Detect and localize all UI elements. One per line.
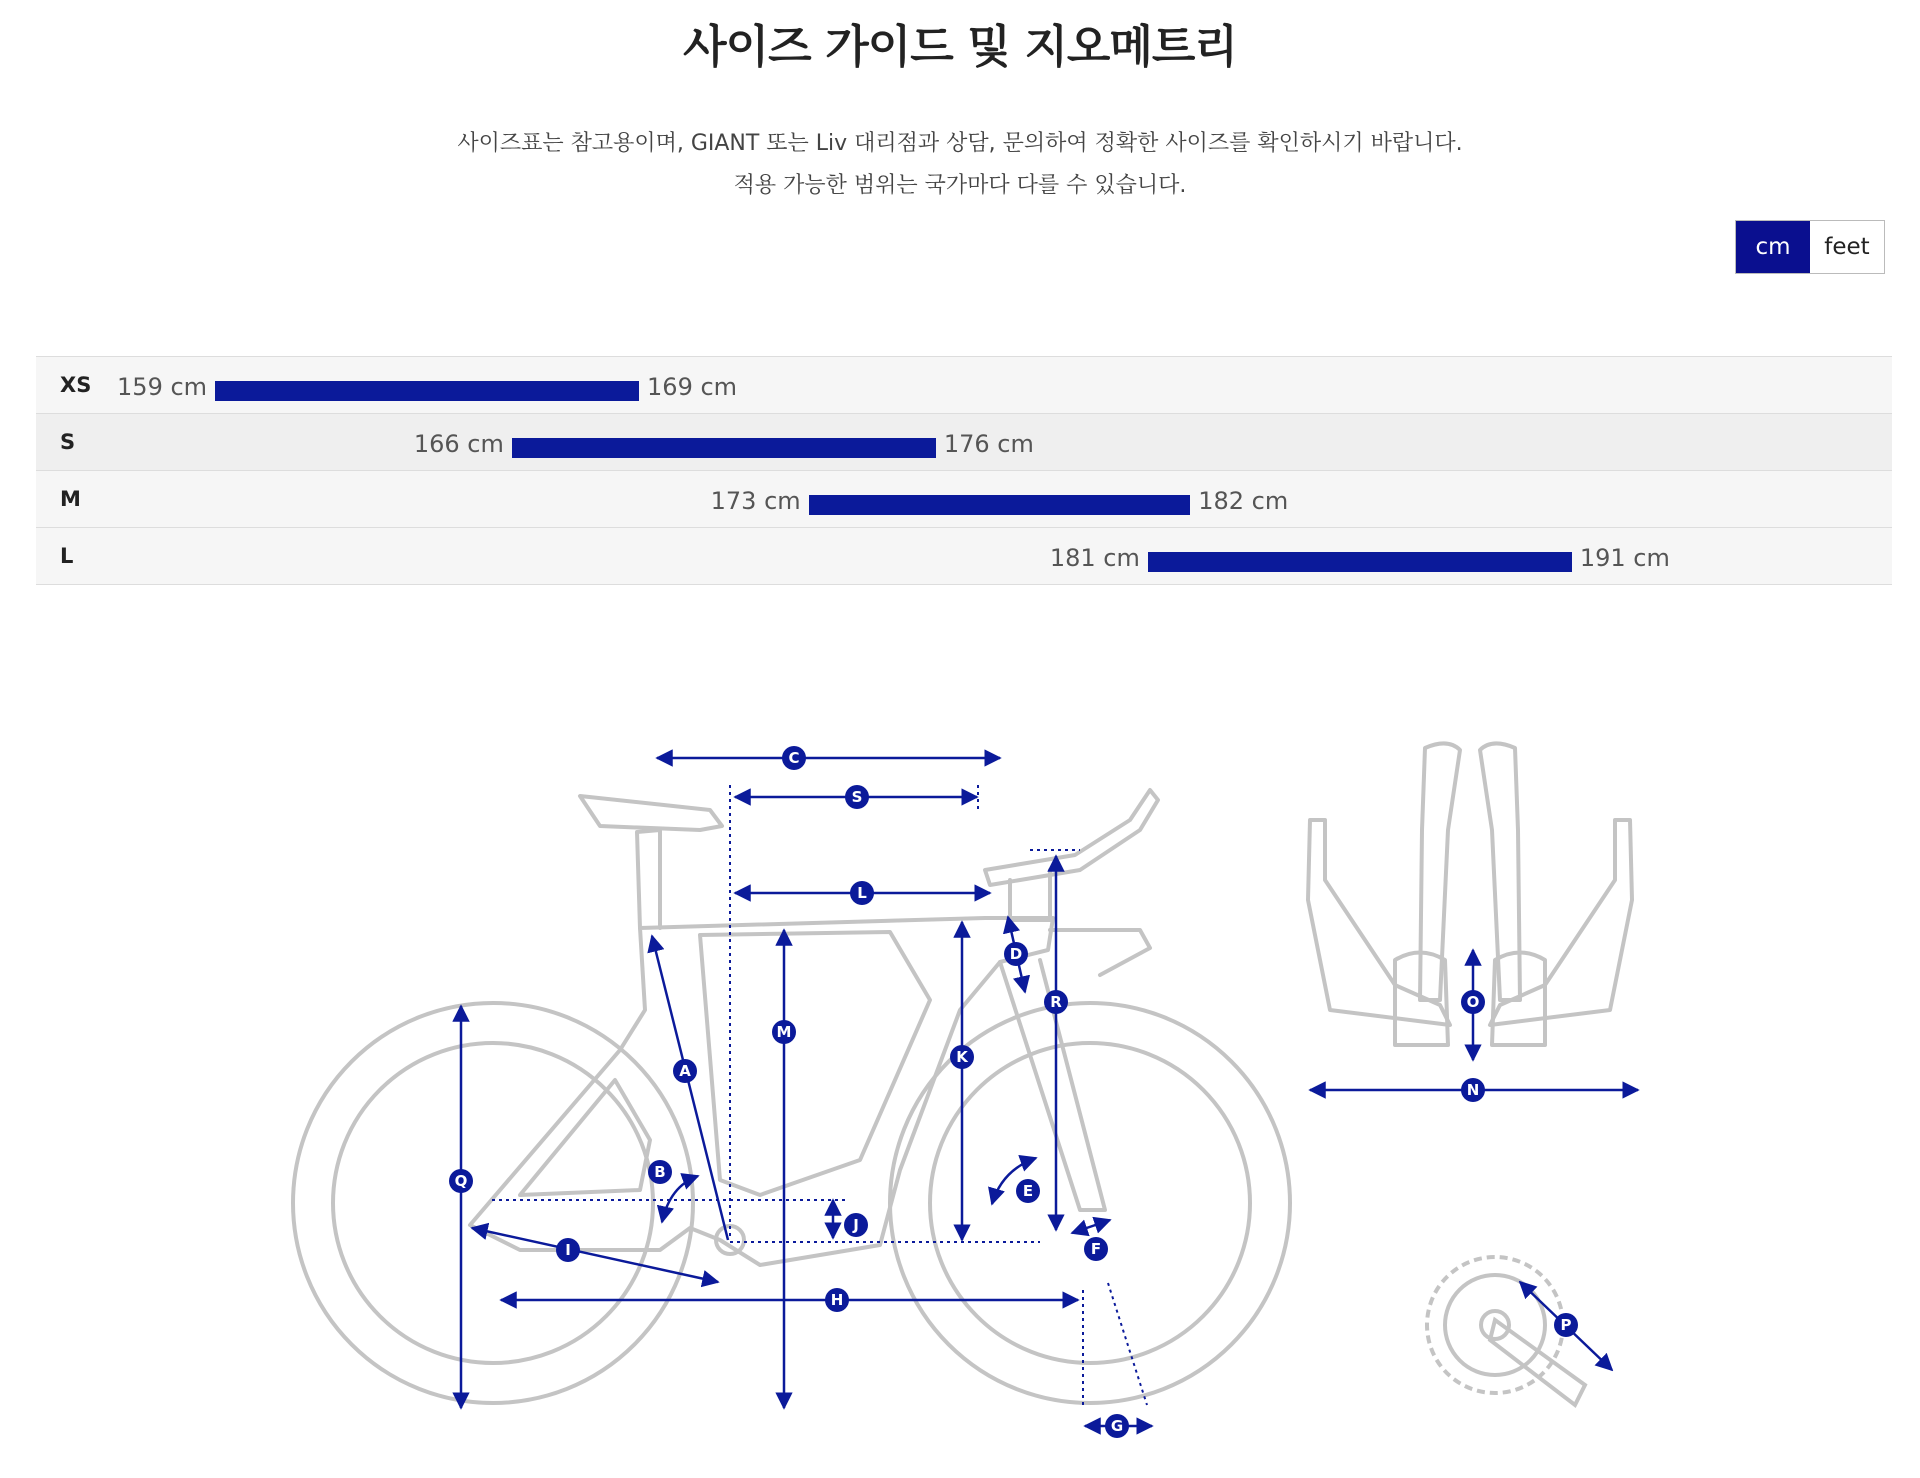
marker-e bbox=[1016, 1179, 1040, 1203]
base-bar bbox=[1050, 930, 1150, 975]
size-row bbox=[36, 413, 1892, 470]
svg-text:Q: Q bbox=[454, 1172, 468, 1190]
left-base-bar bbox=[1308, 820, 1450, 1025]
marker-j bbox=[844, 1213, 868, 1237]
svg-text:H: H bbox=[830, 1291, 844, 1309]
range-bar bbox=[1148, 552, 1572, 572]
marker-i bbox=[556, 1238, 580, 1262]
main-frame bbox=[470, 918, 1053, 1265]
size-range-table bbox=[36, 356, 1892, 585]
range-max: 191 cm bbox=[1579, 544, 1670, 572]
marker-g bbox=[1105, 1414, 1129, 1438]
range-min: 173 cm bbox=[710, 487, 801, 515]
svg-text:C: C bbox=[788, 749, 800, 767]
dim-line-f bbox=[1072, 1220, 1110, 1233]
size-guide-note: 사이즈표는 참고용이며, GIANT 또는 Liv 대리점과 상담, 문의하여 정확한 사이즈를 확인하시기 바랍니다. bbox=[457, 131, 1463, 156]
size-row bbox=[36, 527, 1892, 585]
svg-text:M: M bbox=[776, 1023, 792, 1041]
seatpost bbox=[637, 830, 660, 928]
svg-text:E: E bbox=[1022, 1182, 1034, 1200]
front-wheel-inner bbox=[930, 1043, 1250, 1363]
marker-r bbox=[1044, 990, 1068, 1014]
svg-text:O: O bbox=[1466, 993, 1480, 1011]
svg-text:N: N bbox=[1466, 1081, 1480, 1099]
svg-text:J: J bbox=[853, 1216, 859, 1234]
unit-cm-button[interactable]: cm bbox=[1736, 221, 1810, 273]
svg-text:D: D bbox=[1009, 945, 1023, 963]
svg-text:G: G bbox=[1110, 1417, 1124, 1435]
size-label: XS bbox=[60, 373, 92, 397]
svg-text:R: R bbox=[1050, 993, 1062, 1011]
size-row bbox=[36, 356, 1892, 413]
size-label: M bbox=[60, 487, 81, 511]
marker-s bbox=[845, 785, 869, 809]
range-min: 181 cm bbox=[1049, 544, 1140, 572]
range-bar bbox=[809, 495, 1191, 515]
marker-b bbox=[648, 1160, 672, 1184]
page-title: 사이즈 가이드 및 지오메트리 bbox=[683, 20, 1237, 73]
marker-o bbox=[1461, 990, 1485, 1014]
marker-q bbox=[449, 1169, 473, 1193]
marker-m bbox=[772, 1020, 796, 1044]
marker-n bbox=[1461, 1078, 1485, 1102]
marker-k bbox=[950, 1045, 974, 1069]
size-guide-region-note: 적용 가능한 범위는 국가마다 다를 수 있습니다. bbox=[733, 173, 1187, 198]
unit-feet-button[interactable]: feet bbox=[1810, 221, 1884, 273]
rear-triangle bbox=[520, 1080, 650, 1195]
svg-text:P: P bbox=[1560, 1316, 1572, 1334]
marker-f bbox=[1084, 1237, 1108, 1261]
cockpit-dimensions bbox=[1310, 950, 1638, 1090]
saddle bbox=[580, 796, 722, 830]
svg-text:F: F bbox=[1090, 1240, 1102, 1258]
range-bar bbox=[512, 438, 936, 458]
size-label: S bbox=[60, 430, 76, 454]
svg-text:S: S bbox=[851, 788, 863, 806]
front-wheel-outer bbox=[890, 1003, 1290, 1403]
marker-h bbox=[825, 1288, 849, 1312]
range-min: 159 cm bbox=[117, 373, 208, 401]
svg-text:L: L bbox=[857, 884, 867, 902]
size-row bbox=[36, 470, 1892, 527]
marker-l bbox=[850, 881, 874, 905]
unit-toggle bbox=[1735, 220, 1885, 274]
size-label: L bbox=[60, 544, 74, 568]
svg-text:I: I bbox=[565, 1241, 571, 1259]
ref-line-fork bbox=[1108, 1283, 1147, 1405]
range-max: 169 cm bbox=[647, 373, 738, 401]
range-min: 166 cm bbox=[413, 430, 504, 458]
svg-text:B: B bbox=[654, 1163, 666, 1181]
marker-a bbox=[673, 1059, 697, 1083]
svg-text:K: K bbox=[956, 1048, 968, 1066]
range-bar bbox=[215, 381, 639, 401]
range-max: 182 cm bbox=[1198, 487, 1289, 515]
right-extension bbox=[1480, 743, 1520, 1000]
left-extension bbox=[1420, 743, 1460, 1000]
aero-extension bbox=[985, 790, 1158, 885]
marker-c bbox=[782, 746, 806, 770]
right-base-bar bbox=[1490, 820, 1632, 1025]
svg-text:A: A bbox=[679, 1062, 691, 1080]
geometry-diagram bbox=[0, 700, 1920, 1460]
marker-p bbox=[1554, 1313, 1578, 1337]
marker-d bbox=[1004, 942, 1028, 966]
rear-wheel-outer bbox=[293, 1003, 693, 1403]
bike-frame-outline bbox=[293, 790, 1290, 1403]
range-max: 176 cm bbox=[943, 430, 1034, 458]
dim-line-a bbox=[652, 936, 728, 1240]
